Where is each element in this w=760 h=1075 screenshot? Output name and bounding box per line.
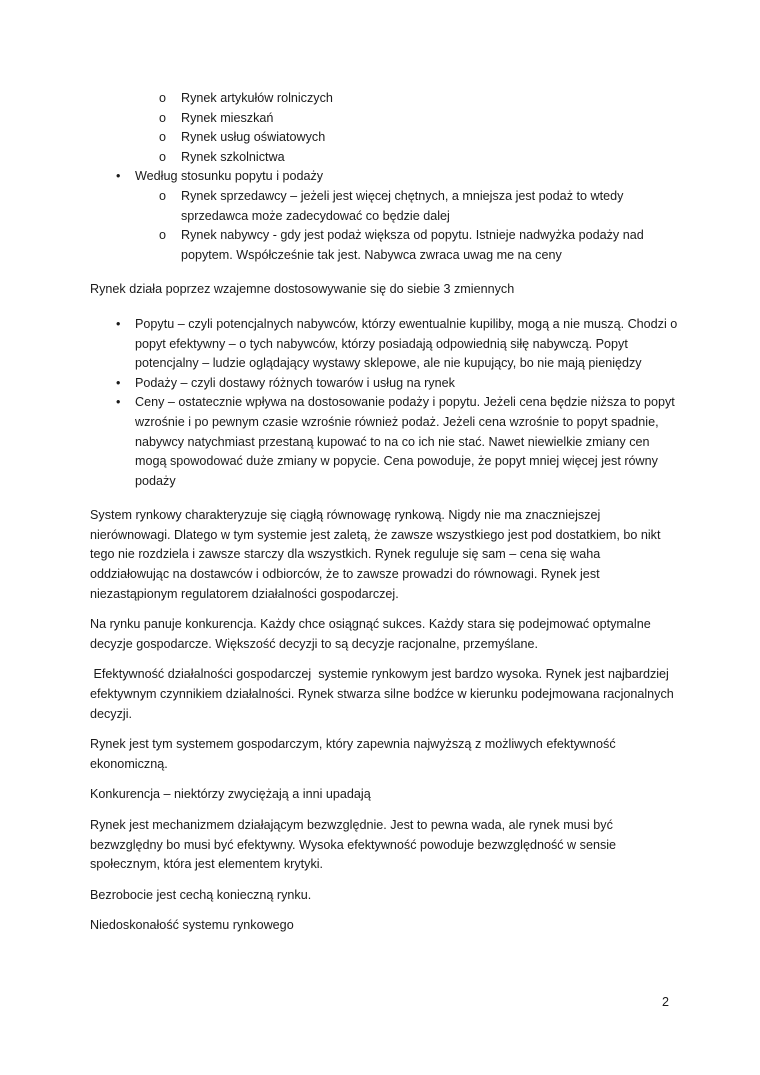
list-item: • Podaży – czyli dostawy różnych towarów i usług na rynek [90,374,680,394]
disc-bullet-icon: • [116,395,121,410]
list-item: o Rynek mieszkań [135,109,680,129]
circle-bullet-icon: o [159,91,167,105]
list-item: • Ceny – ostatecznie wpływa na dostosowanie podaży i popytu. Jeżeli cena będzie niższa to popyt wzrośnie i po pewnym czasie wzrośnie również podaż. Jeżeli cena wzrośnie to popyt spadnie, nabywcy natychmiast przestaną kupować to na co ich nie stać. Nawet niewielkie zmiany cen mogą spowodować duże zmiany w popycie. Cena powoduje, że popyt mniej więcej jest równy podaży [116,395,675,488]
circle-bullet-icon: o [159,228,167,243]
page-content [90,89,680,936]
variables-list [90,315,680,491]
paragraph-efficiency: Efektywność działalności gospodarczej systemie rynkowym jest bardzo wysoka. Rynek jest najbardziej efektywnym czynnikiem działalności. Rynek stwarza silne bodźce w kierunku podejmowana racjonalnych decyzji. [90,667,678,721]
disc-bullet-icon: • [116,375,121,390]
paragraph-unemployment: Bezrobocie jest cechą konieczną rynku. [90,887,312,902]
relation-list [90,167,680,265]
paragraph-mechanism: Rynek jest mechanizmem działającym bezwzględnie. Jest to pewna wada, ale rynek musi być bezwzględny bo musi być efektywny. Wysoka efektywność powoduje bezwzględność w sensie społecznym, która jest elementem krytyki. [90,818,617,872]
paragraph-highest: Rynek jest tym systemem gospodarczym, który zapewnia najwyższą z możliwych efektywność ekonomiczną. [90,737,616,771]
relation-label: Według stosunku popytu i podaży [135,169,324,184]
paragraph-konkurencja: Konkurencja – niektórzy zwyciężają a inni upadają [90,787,371,802]
list-item: • Popytu – czyli potencjalnych nabywców, którzy ewentualnie kupiliby, mogą a nie muszą. Chodzi o popyt efektywny – o tych nabywców, którzy posiadają odpowiednią siłę nabywczą. Popyt potencjalny – ludzie oglądający wystawy sklepowe, ale nie kupujący, bo nie mają pieniędzy [116,316,678,371]
paragraph-imperfection: Niedoskonałość systemu rynkowego [90,918,294,933]
list-item: o Rynek nabywcy - gdy jest podaż większa od popytu. Istnieje nadwyżka podaży nad popytem. Współcześnie tak jest. Nabywca zwraca uwag me na ceny [159,228,644,262]
circle-bullet-icon: o [159,110,167,125]
list-item: o Rynek sprzedawcy – jeżeli jest więcej chętnych, a mniejsza jest podaż to wtedy sprzedawca może zadecydować co będzie dalej [159,188,624,223]
relation-sublist [135,187,680,265]
disc-bullet-icon: • [116,316,121,331]
circle-bullet-icon: o [159,130,167,145]
paragraph-variables: Rynek działa poprzez wzajemne dostosowywanie się do siebie 3 zmiennych [90,282,515,297]
list-item [90,167,680,265]
circle-bullet-icon: o [159,149,167,164]
paragraph-system: System rynkowy charakteryzuje się ciągłą równowagę rynkową. Nigdy nie ma znaczniejszej nierównowagi. Dlatego w tym systemie jest zaletą, że zawsze wszystkiego jest pod dostatkiem, bo nikt tego nie rozdziela i zawsze starczy dla wszystkich. Rynek reguluje się sam – cena się waha oddziałowując na dostawców i odbiorców, że to zawsze prowadzi do równowagi. Rynek jest niezastąpionym regulatorem działalności gospodarczej. [90,508,661,601]
list-item: o Rynek artykułów rolniczych [135,89,680,109]
page-number: 2 [662,995,670,1009]
list-item: o Rynek szkolnictwa [135,148,680,168]
circle-bullet-icon: o [159,188,167,203]
list-item: o Rynek usług oświatowych [135,128,680,148]
disc-bullet-icon: • [116,169,121,184]
leading-sublist [135,89,680,167]
paragraph-competition: Na rynku panuje konkurencja. Każdy chce osiągnąć sukces. Każdy stara się podejmować optymalne decyzje gospodarcze. Większość decyzji to są decyzje racjonalne, przemyślane. [90,617,651,651]
